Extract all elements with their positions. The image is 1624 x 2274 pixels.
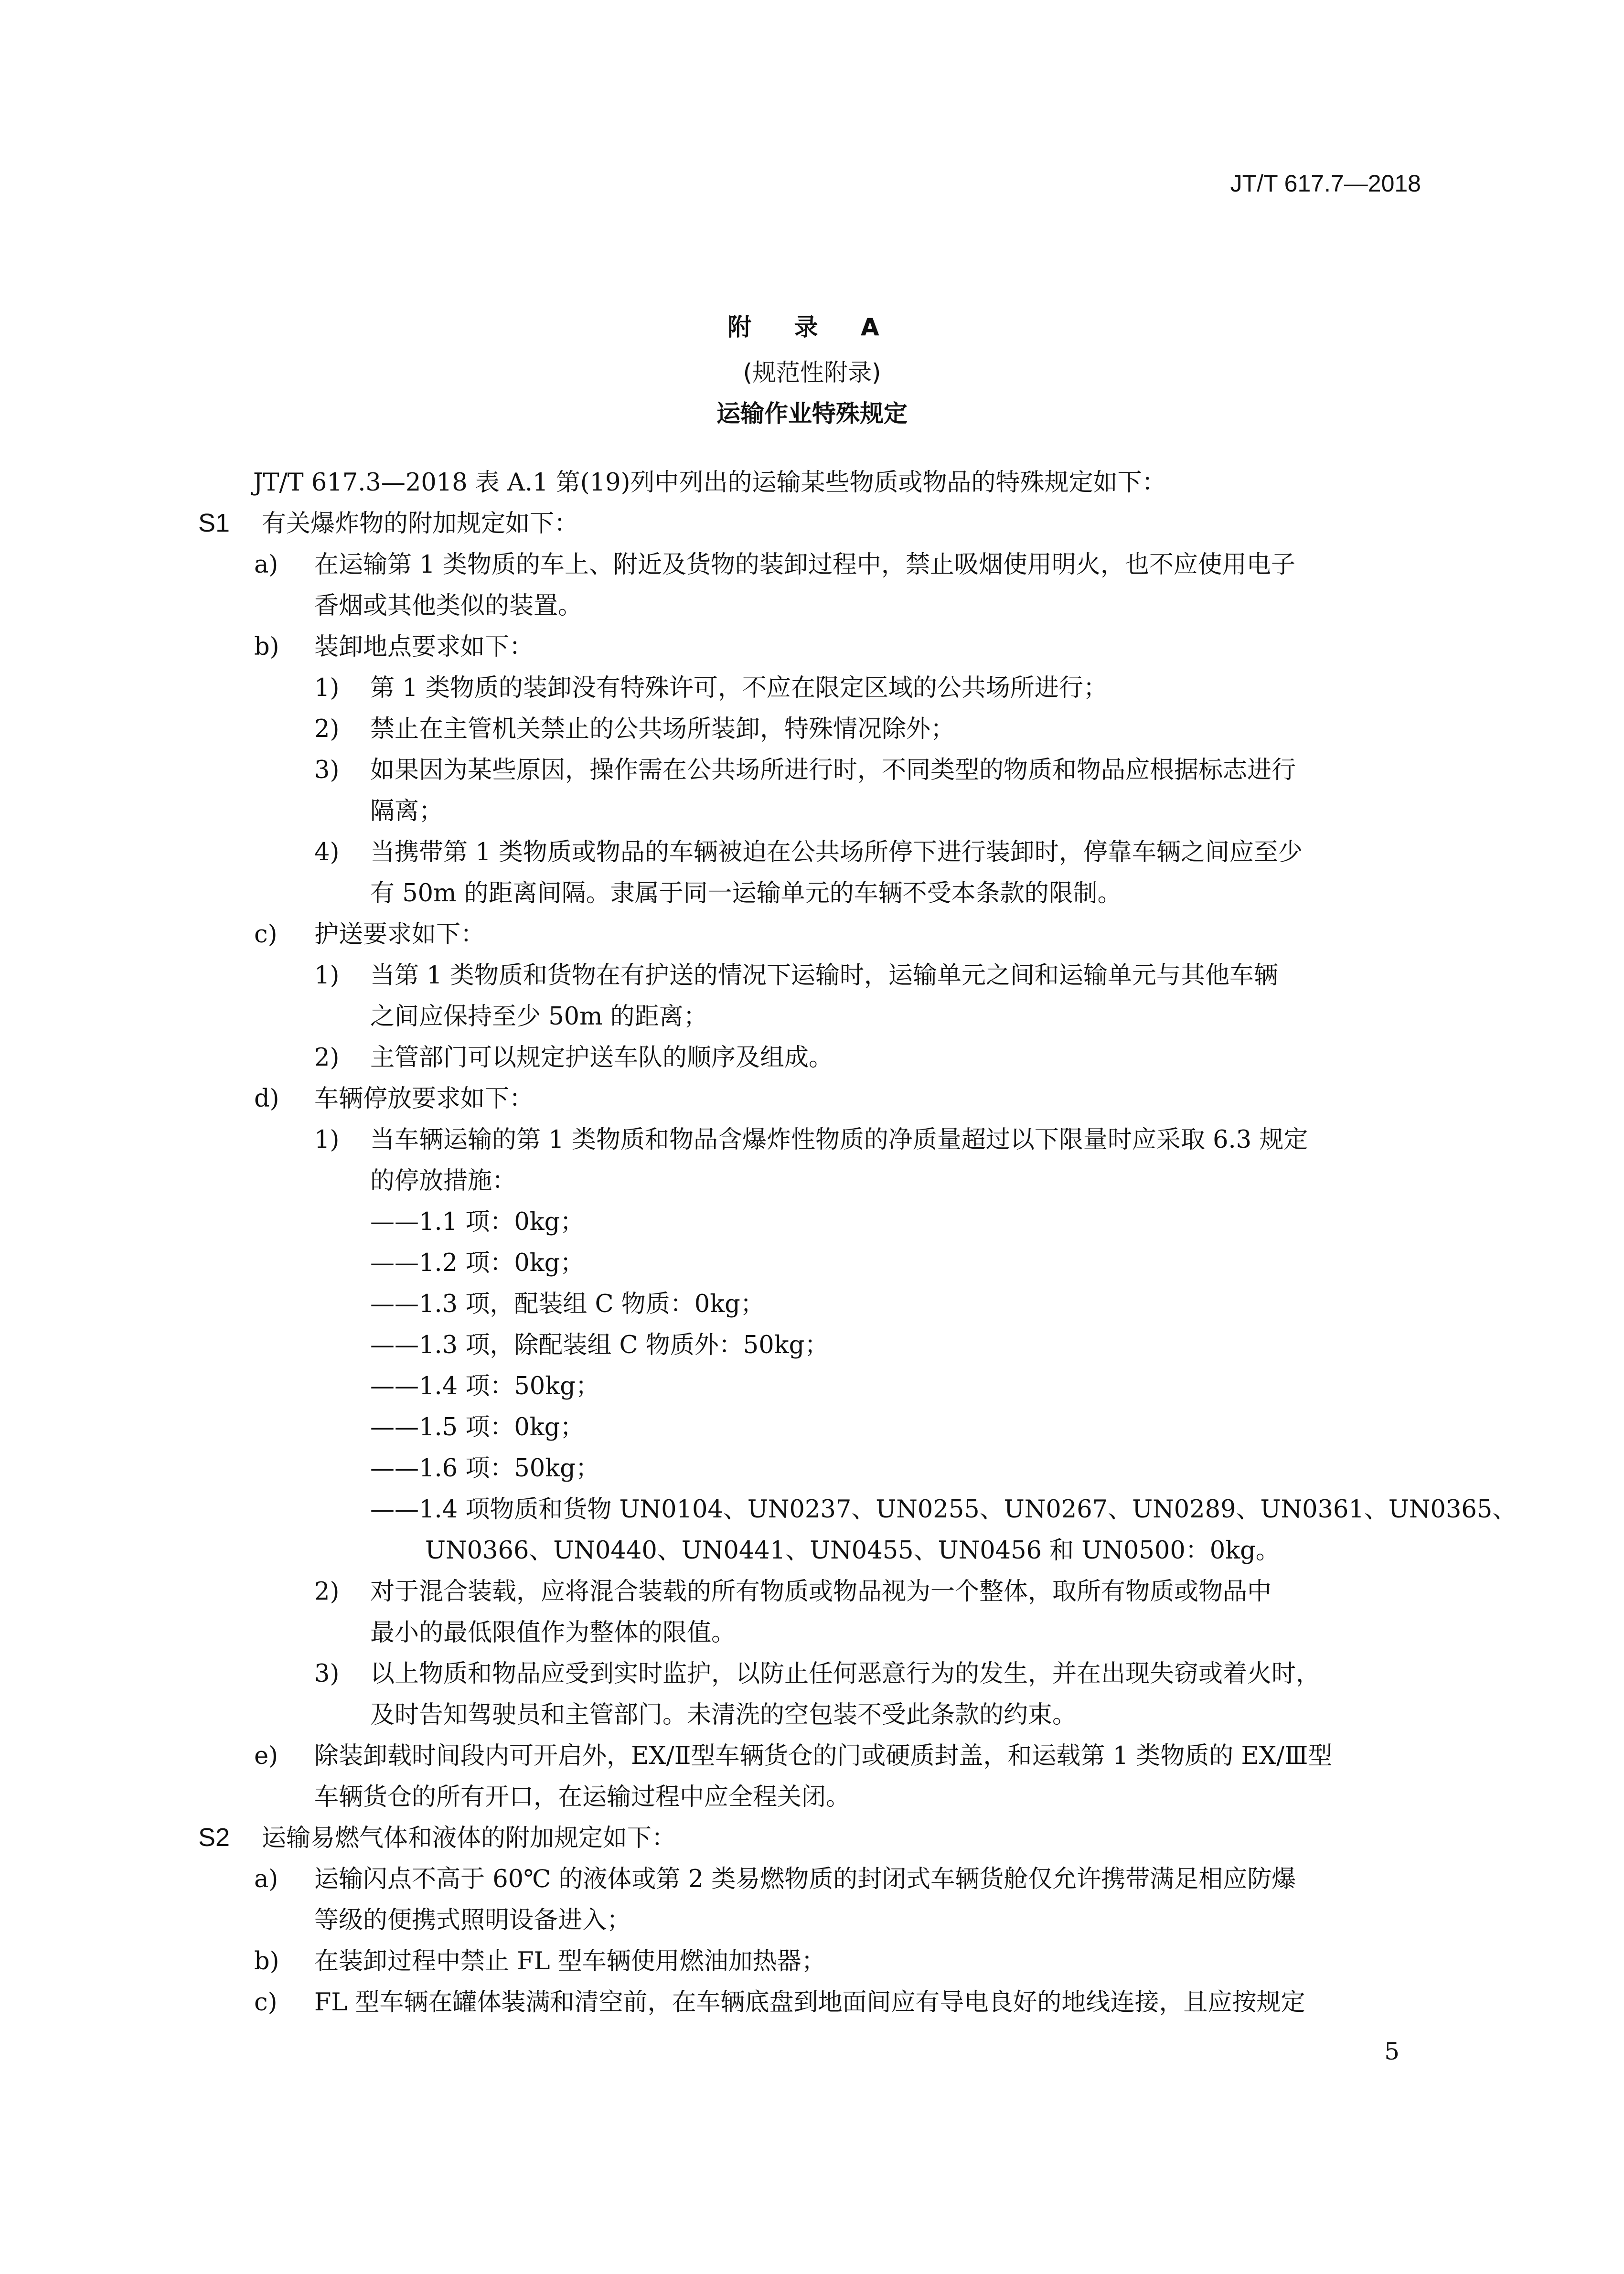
limit-item: ——1.5 项：0kg； xyxy=(370,1413,585,1441)
clause-heading-s2: 运输易燃气体和液体的附加规定如下： xyxy=(262,1824,676,1852)
list-tag-s2-a: a) xyxy=(254,1865,278,1893)
limit-item: ——1.1 项：0kg； xyxy=(370,1208,585,1236)
list-text-s1-e-line2: 车辆货仓的所有开口，在运输过程中应全程关闭。 xyxy=(314,1783,851,1811)
standard-number: JT/T 617.7—2018 xyxy=(1230,170,1421,197)
list-text-s1-d-1-line1: 当车辆运输的第 1 类物质和物品含爆炸性物质的净质量超过以下限量时应采取 6.3 规定 xyxy=(370,1126,1308,1154)
list-tag-s1-d-3: 3) xyxy=(314,1660,340,1688)
clause-heading-s1: 有关爆炸物的附加规定如下： xyxy=(262,510,579,538)
list-text-s1-d-2-line2: 最小的最低限值作为整体的限值。 xyxy=(370,1619,736,1647)
list-tag-s1-b: b) xyxy=(254,633,279,661)
list-text-s1-a-line2: 香烟或其他类似的装置。 xyxy=(314,592,583,620)
list-text-s1-b-4-line1: 当携带第 1 类物质或物品的车辆被迫在公共场所停下进行装卸时，停靠车辆之间应至少 xyxy=(370,838,1303,866)
list-text-s2-a-line2: 等级的便携式照明设备进入； xyxy=(314,1906,631,1934)
annex-type: (规范性附录) xyxy=(743,359,881,386)
list-text-s2-a-line1: 运输闪点不高于 60℃ 的液体或第 2 类易燃物质的封闭式车辆货舱仅允许携带满足相应防爆 xyxy=(314,1865,1296,1893)
list-text-s1-c-1-line2: 之间应保持至少 50m 的距离； xyxy=(370,1003,708,1031)
list-tag-s1-b-2: 2) xyxy=(314,715,340,743)
list-text-s1-d: 车辆停放要求如下： xyxy=(314,1085,534,1113)
list-text-s1-e-line1: 除装卸载时间段内可开启外，EX/Ⅱ型车辆货仓的门或硬质封盖，和运载第 1 类物质的 EX/Ⅲ型 xyxy=(314,1742,1333,1770)
list-tag-s1-c: c) xyxy=(254,920,278,949)
annex-title: 附 录 A xyxy=(727,313,897,341)
list-text-s2-c: FL 型车辆在罐体装满和清空前，在车辆底盘到地面间应有导电良好的地线连接，且应按规定 xyxy=(314,1988,1305,2017)
limit-item: ——1.6 项：50kg； xyxy=(370,1454,600,1483)
list-tag-s2-c: c) xyxy=(254,1988,278,2017)
list-text-s1-b-3-line2: 隔离； xyxy=(370,797,444,825)
clause-code-s1: S1 xyxy=(198,509,230,537)
limit-item-continuation: UN0366、UN0440、UN0441、UN0455、UN0456 和 UN0500：0kg。 xyxy=(425,1537,1280,1565)
list-tag-s1-d-2: 2) xyxy=(314,1578,340,1606)
list-tag-s1-e: e) xyxy=(254,1742,278,1770)
limit-item: ——1.3 项，配装组 C 物质：0kg； xyxy=(370,1290,765,1318)
limit-item: ——1.2 项：0kg； xyxy=(370,1249,585,1277)
list-tag-s1-d: d) xyxy=(254,1085,279,1113)
list-tag-s1-d-1: 1) xyxy=(314,1126,340,1154)
list-text-s1-c-1-line1: 当第 1 类物质和货物在有护送的情况下运输时，运输单元之间和运输单元与其他车辆 xyxy=(370,961,1278,990)
list-text-s1-c-2: 主管部门可以规定护送车队的顺序及组成。 xyxy=(370,1044,833,1072)
list-tag-s1-b-1: 1) xyxy=(314,674,340,702)
list-tag-s1-a: a) xyxy=(254,551,278,579)
list-text-s1-c: 护送要求如下： xyxy=(314,920,485,949)
list-text-s1-d-2-line1: 对于混合装载，应将混合装载的所有物质或物品视为一个整体，取所有物质或物品中 xyxy=(370,1578,1272,1606)
limit-item: ——1.4 项物质和货物 UN0104、UN0237、UN0255、UN0267、UN0289、UN0361、UN0365、 xyxy=(370,1495,1517,1524)
limit-item: ——1.4 项：50kg； xyxy=(370,1372,600,1400)
page-number: 5 xyxy=(1384,2038,1400,2065)
list-text-s1-d-1-line2: 的停放措施： xyxy=(370,1167,517,1195)
list-text-s1-b-3-line1: 如果因为某些原因，操作需在公共场所进行时，不同类型的物质和物品应根据标志进行 xyxy=(370,756,1296,784)
intro-paragraph: JT/T 617.3—2018 表 A.1 第(19)列中列出的运输某些物质或物品的特殊规定如下： xyxy=(253,469,1166,497)
list-tag-s1-c-2: 2) xyxy=(314,1044,340,1072)
list-text-s1-a-line1: 在运输第 1 类物质的车上、附近及货物的装卸过程中，禁止吸烟使用明火，也不应使用电子 xyxy=(314,551,1295,579)
list-text-s1-b-2: 禁止在主管机关禁止的公共场所装卸，特殊情况除外； xyxy=(370,715,955,743)
list-tag-s2-b: b) xyxy=(254,1947,279,1975)
list-tag-s1-b-4: 4) xyxy=(314,838,340,866)
list-text-s1-b-1: 第 1 类物质的装卸没有特殊许可，不应在限定区域的公共场所进行； xyxy=(370,674,1108,702)
list-text-s1-d-3-line2: 及时告知驾驶员和主管部门。未清洗的空包装不受此条款的约束。 xyxy=(370,1701,1077,1729)
list-text-s1-b-4-line2: 有 50m 的距离间隔。隶属于同一运输单元的车辆不受本条款的限制。 xyxy=(370,879,1122,907)
clause-code-s2: S2 xyxy=(198,1823,230,1852)
annex-name: 运输作业特殊规定 xyxy=(716,400,908,427)
limit-item: ——1.3 项，除配装组 C 物质外：50kg； xyxy=(370,1331,829,1359)
list-text-s2-b: 在装卸过程中禁止 FL 型车辆使用燃油加热器； xyxy=(314,1947,826,1975)
list-text-s1-d-3-line1: 以上物质和物品应受到实时监护，以防止任何恶意行为的发生，并在出现失窃或着火时， xyxy=(370,1660,1321,1688)
list-tag-s1-b-3: 3) xyxy=(314,756,340,784)
list-tag-s1-c-1: 1) xyxy=(314,961,340,990)
list-text-s1-b: 装卸地点要求如下： xyxy=(314,633,534,661)
